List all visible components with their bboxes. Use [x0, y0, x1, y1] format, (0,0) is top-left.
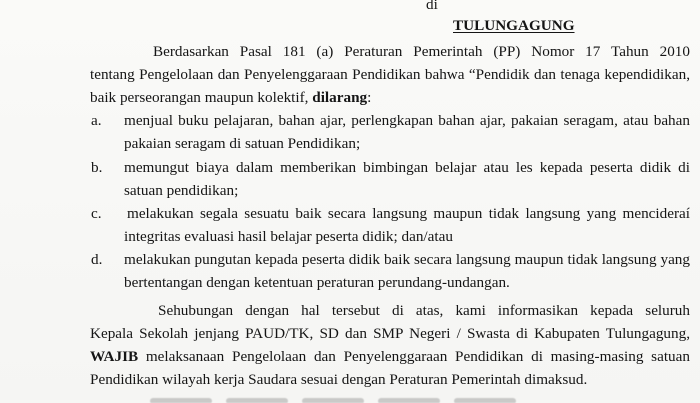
cut-off-word-shape [302, 398, 364, 403]
notice-line-2: Kepala Sekolah jenjang PAUD/TK, SD dan SMP Negeri / Swasta di Kabupaten Tulungagung, [90, 325, 690, 342]
list-item-b-line-1: memungut biaya dalam memberikan bimbingan belajar atau les kepada peserta didik di [124, 159, 690, 176]
list-item-c-line-2: integritas evaluasi hasil belajar peserta didik; dan/atau [124, 228, 453, 245]
cut-off-word-shape [226, 398, 288, 403]
prohibited-label: dilarang [312, 89, 368, 106]
mandatory-label: WAJIB [90, 348, 139, 365]
list-item-b-line-2: satuan pendidikan; [124, 182, 239, 199]
intro-line-3-suffix: : [367, 89, 372, 106]
list-item-a [124, 112, 690, 153]
list-item-label-a: a. [91, 112, 102, 129]
notice-line-3 [90, 348, 690, 366]
list-item-a-line-1: menjual buku pelajaran, bahan ajar, perlengkapan bahan ajar, pakaian seragam, atau bahan [124, 112, 690, 129]
list-item-label-c: c. [91, 205, 102, 222]
list-item-d-line-1: melakukan pungutan kepada peserta didik baik secara langsung maupun tidak langsung yang [124, 251, 690, 268]
list-item-d [124, 251, 690, 292]
list-item-label-b: b. [91, 159, 103, 176]
list-item-a-line-2: pakaian seragam di satuan Pendidikan; [124, 135, 361, 152]
cut-off-word-shape [378, 398, 440, 403]
list-item-label-d: d. [91, 251, 103, 268]
cut-off-word-shape [454, 398, 516, 403]
location-place: TULUNGAGUNG [453, 17, 575, 34]
intro-line-2: tentang Pengelolaan dan Penyelenggaraan Pendidikan bahwa “Pendidik dan tenaga kependidikan, [90, 66, 690, 83]
location-prefix: di [426, 0, 438, 13]
list-item-c [124, 205, 690, 246]
notice-line-4: Pendidikan wilayah kerja Saudara sesuai dengan Peraturan Pemerintah dimaksud. [90, 371, 588, 388]
cut-off-text-line [150, 391, 570, 403]
cut-off-word-shape [150, 398, 212, 403]
notice-line-3-text: melaksanaan Pengelolaan dan Penyelenggaraan Pendidikan di masing-masing satuan [138, 348, 690, 365]
intro-line-3-prefix: baik perseorangan maupun kolektif, [90, 89, 313, 106]
intro-line-3 [90, 89, 371, 107]
intro-line-1: Berdasarkan Pasal 181 (a) Peraturan Pemerintah (PP) Nomor 17 Tahun 2010 [153, 43, 690, 60]
notice-line-1: Sehubungan dengan hal tersebut di atas, kami informasikan kepada seluruh [158, 302, 690, 319]
list-item-c-line-1: melakukan segala sesuatu baik secara langsung maupun tidak langsung yang mencideraí [127, 205, 690, 222]
list-item-b [124, 159, 690, 200]
list-item-d-line-2: bertentangan dengan ketentuan peraturan perundang-undangan. [124, 274, 510, 291]
